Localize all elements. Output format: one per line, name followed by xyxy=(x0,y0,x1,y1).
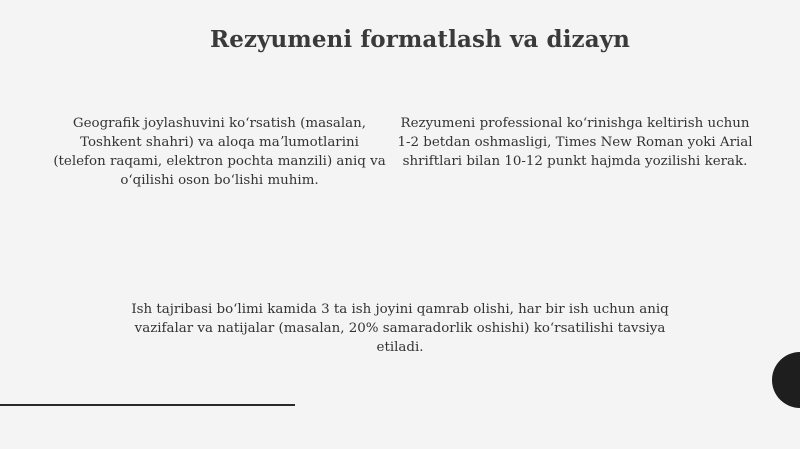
decorative-divider-line xyxy=(0,404,295,406)
paragraph-format-length: Rezyumeni professional koʻrinishga keltirish uchun 1-2 betdan oshmasligi, Times New Roman yoki Arial shriftlari bilan 10-12 punkt hajmda yozilishi kerak. xyxy=(397,116,753,169)
paragraph-contact-info: Geografik joylashuvini koʻrsatish (masalan, Toshkent shahri) va aloqa maʼlumotlarini (telefon raqami, elektron pochta manzili) aniq va oʻqilishi oson boʻlishi muhim. xyxy=(53,116,386,188)
slide-title: Rezyumeni formatlash va dizayn xyxy=(209,26,630,53)
paragraph-work-experience: Ish tajribasi boʻlimi kamida 3 ta ish joyini qamrab olishi, har bir ish uchun aniq vazifalar va natijalar (masalan, 20% samaradorlik oshishi) koʻrsatilishi tavsiya etiladi. xyxy=(131,302,669,355)
decorative-circle-shape xyxy=(772,352,800,408)
